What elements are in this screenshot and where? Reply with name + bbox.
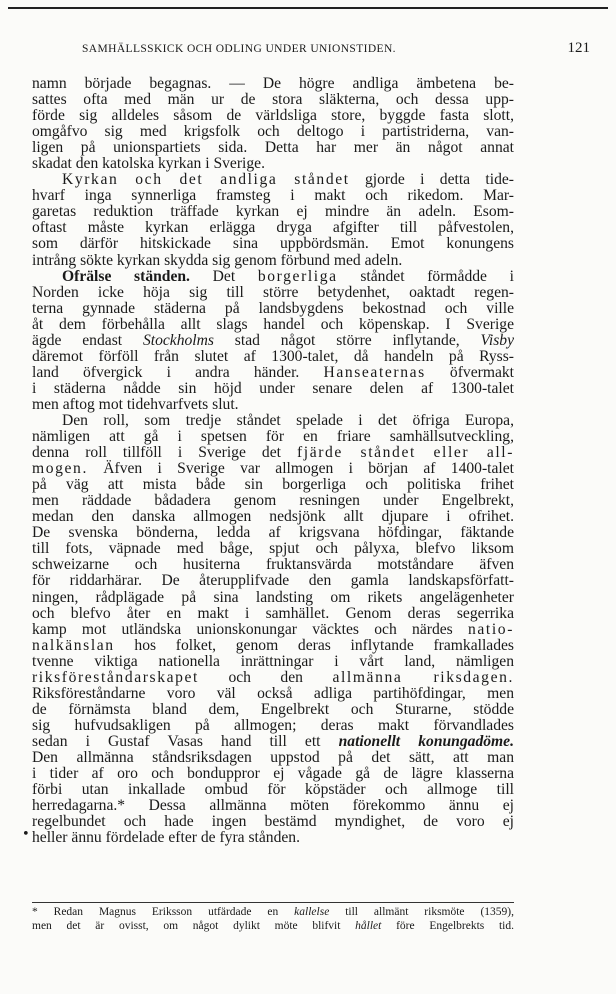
spaced-term: borgerliga xyxy=(257,267,338,285)
text-fragment: stad något större inflytande, xyxy=(213,331,481,349)
text-line: oftast måste kyrkan erlägga dryga afgifter till påfvestolen, xyxy=(32,219,514,237)
text-line xyxy=(32,622,514,638)
section-heading: Ofrälse ständen. xyxy=(62,267,190,285)
spaced-term: Hanseaternas xyxy=(323,363,426,381)
text-line: Riksföreståndarne voro väl också adliga partihöfdingar, men xyxy=(32,684,514,702)
text-line xyxy=(32,172,514,188)
text-line xyxy=(32,365,514,381)
paragraph-1 xyxy=(32,76,514,172)
spaced-term: nalkänslan xyxy=(32,636,115,654)
text-line: men aftog mot tidehvarfvets slut. xyxy=(32,395,239,413)
text-fragment: före Engelbrekts tid. xyxy=(381,920,514,932)
text-fragment: ägde endast xyxy=(32,331,143,349)
text-line: nämligen att gå i spetsen för en friare samhällsutveckling, xyxy=(32,428,514,446)
text-line: de förnämsta bland dem, Engelbrekt och Sturarne, stödde xyxy=(32,700,514,718)
text-line: garetas reduktion träffade kyrkan ej mindre än adeln. Esom- xyxy=(32,203,514,221)
page-header xyxy=(32,40,590,56)
text-line: intrång sökte kyrkan skydda sig genom förbund med adeln. xyxy=(32,251,403,269)
text-line: hvarf inga synnerliga framsteg i makt och rikedom. Mar- xyxy=(32,187,514,205)
text-line: herredagarna.* Dessa allmänna möten förekommo ännu ej xyxy=(32,797,514,815)
text-line: i städerna nådde sin höjd under senare delen af 1300-talet xyxy=(32,379,514,397)
text-line: sig hufvudsakligen på allmogen; deras makt förvandlades xyxy=(32,716,514,734)
spaced-term: natio- xyxy=(468,620,514,638)
text-line: terna gynnade städerna på landsbygdens bekostnad och ville xyxy=(32,299,514,317)
page-number: 121 xyxy=(567,40,590,56)
text-line: Norden icke höja sig till större betydenhet, oaktadt regen- xyxy=(32,283,514,301)
text-line: schweizarne och husiterna fruktansvärda motståndare äfven xyxy=(32,556,514,574)
paragraph-2 xyxy=(32,172,514,268)
text-fragment: kamp mot utländska unionskonungar väcktes och närdes xyxy=(32,620,469,638)
text-line xyxy=(32,734,514,750)
body-text xyxy=(32,76,514,846)
text-line xyxy=(32,333,514,349)
text-line: medan den danska allmogen nedsjönk allt djupare i ofrihet. xyxy=(32,508,514,526)
text-fragment: gjorde i detta tide- xyxy=(349,171,514,189)
text-line: som därför hitskickade sina uppbördsmän. Emot konungens xyxy=(32,235,514,253)
text-line: Den roll, som tredje ståndet spelade i det öfriga Europa, xyxy=(62,411,514,429)
text-fragment: ståndet förmådde i xyxy=(337,267,515,285)
footnote-line xyxy=(32,905,514,919)
text-line: ligen på unionspartiets sida. Detta har mer än något annat xyxy=(32,139,514,157)
text-line: för riddarhärar. De återupplifvade den gamla landskapsförfatt- xyxy=(32,572,514,590)
italic-term: Stockholms xyxy=(142,331,214,349)
margin-mark: • xyxy=(22,827,30,842)
text-line: till fots, väpnade med båge, spjut och pålyxa, blefvo liksom xyxy=(32,540,514,558)
text-fragment: Det xyxy=(189,267,258,285)
bold-italic-term: nationellt konungadöme. xyxy=(338,732,514,750)
text-line: omgåfvo sig med krigsfolk och deltogo i partistriderna, van- xyxy=(32,123,514,141)
text-line xyxy=(32,269,514,285)
text-fragment: * Redan Magnus Eriksson utfärdade en xyxy=(32,906,295,918)
text-line: De svenska bönderna, ledda af krigsvana höfdingar, fäktande xyxy=(32,524,514,542)
text-fragment: Äfven i Sverige var allmogen i början af 1400-talet xyxy=(87,460,514,478)
text-fragment: denna roll tillföll i Sverige det xyxy=(32,444,297,462)
top-border-rule xyxy=(8,7,608,9)
text-line: sattes ofta med män ur de stora släkterna, och dessa upp- xyxy=(32,91,514,109)
text-line: förde sig alldeles såsom de världsliga store, byggde fasta slott, xyxy=(32,107,514,125)
italic-term: kallelse xyxy=(294,906,330,918)
spaced-term: allmänna riksdagen. xyxy=(332,668,514,686)
italic-term: Visby xyxy=(480,331,514,349)
text-fragment: och den xyxy=(198,668,333,686)
text-line: ningen, rådplägade på sina landsting om rikets angelägenheter xyxy=(32,588,514,606)
spaced-term: riksföreståndarskapet xyxy=(32,668,199,686)
text-line xyxy=(32,445,514,461)
text-fragment: öfvermakt xyxy=(425,363,515,381)
text-line: Den allmänna ståndsriksdagen uppstod på det sätt, att man xyxy=(32,748,514,766)
spaced-term: fjärde ståndet eller all- xyxy=(296,444,515,462)
spaced-term: mogen. xyxy=(32,460,88,478)
text-fragment: land öfvergick i andra händer. xyxy=(32,363,324,381)
text-fragment: men det är ovisst, om något dylikt möte blifvit xyxy=(32,920,356,932)
text-line: skadat den katolska kyrkan i Sverige. xyxy=(32,155,265,173)
text-fragment: sedan i Gustaf Vasas hand till ett xyxy=(32,732,339,750)
text-line xyxy=(32,461,514,477)
text-line: och blefvo åter en makt i samhället. Genom deras segerrika xyxy=(32,604,514,622)
text-line: regelbundet och hade ingen bestämd myndighet, de voro ej xyxy=(32,813,514,831)
footnote-line xyxy=(32,919,514,933)
text-line xyxy=(32,670,514,686)
footnote xyxy=(32,905,514,933)
text-line: heller ännu fördelade efter de fyra stånden. xyxy=(32,829,300,847)
text-line: däremot förföll från slutet af 1300-talet, då handeln på Ryss- xyxy=(32,347,514,365)
paragraph-3 xyxy=(32,269,514,413)
text-line: i tider af oro och bonduppror ej vågade gå de lägre klasserna xyxy=(32,765,514,783)
text-line xyxy=(32,638,514,654)
text-fragment: till allmänt riksmöte (1359), xyxy=(329,906,514,918)
italic-term: hållet xyxy=(355,920,382,932)
text-line: tvenne viktiga nationella inrättningar i vårt land, nämligen xyxy=(32,652,514,670)
footnote-rule xyxy=(32,902,514,903)
running-title: SAMHÄLLSSKICK OCH ODLING UNDER UNIONSTIDEN. xyxy=(82,43,396,55)
text-line: men räddade bådadera genom resningen under Engelbrekt, xyxy=(32,492,514,510)
text-line: namn började begagnas. — De högre andliga ämbetena be- xyxy=(32,75,514,92)
text-line: förbi utan inkallade ombud för köpstäder och allmoge till xyxy=(32,781,514,799)
spaced-term: Kyrkan och det andliga ståndet xyxy=(62,171,350,189)
text-fragment: hos folket, genom deras inflytande framkallades xyxy=(114,636,514,654)
text-line: åt dem förbehålla allt slags handel och köpenskap. I Sverige xyxy=(32,315,514,333)
paragraph-4 xyxy=(32,413,514,846)
text-line: på väg att mista både sin borgerliga och politiska frihet xyxy=(32,476,514,494)
